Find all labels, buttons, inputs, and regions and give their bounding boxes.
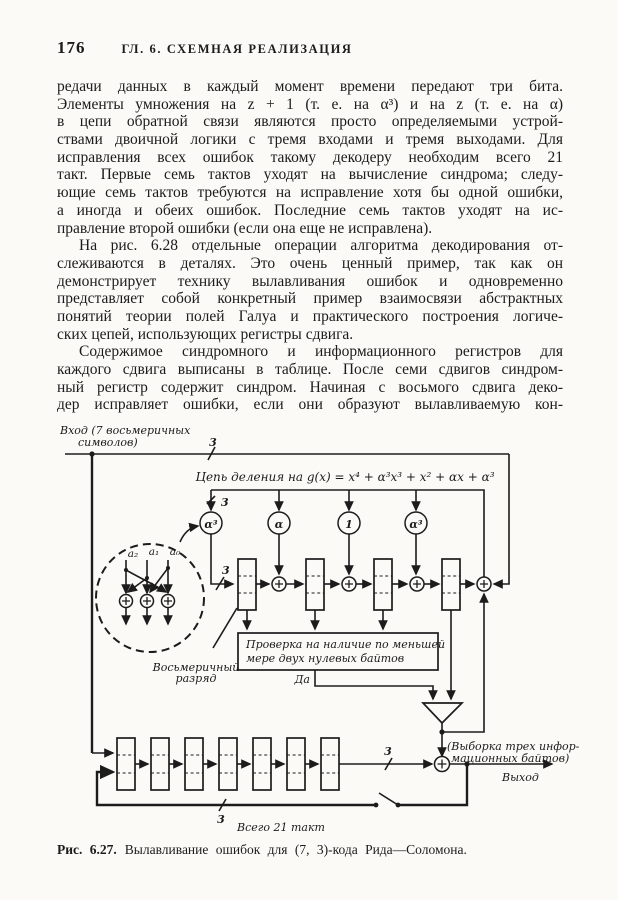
yes-label: Да <box>294 673 310 686</box>
body-text-line: ских цепей, использующих регистры сдвига. <box>57 325 354 343</box>
body-text-line: ный регистр содержит синдром. Начиная с восьмого сдвига деко- <box>57 378 563 396</box>
body-text-line: Элементы умножения на z + 1 (т. е. на α³) и на z (т. е. на α) <box>57 95 563 113</box>
body-text-line: дер исправляет ошибки, если они образуют вылавливаемую кон- <box>57 396 563 414</box>
switch-contact <box>374 803 379 808</box>
magnifier-arrow <box>180 526 198 542</box>
figure-caption <box>57 842 557 858</box>
body-text-line: редачи данных в каждый момент времени передают три бита. <box>57 78 563 95</box>
tap-label: a₂ <box>127 548 139 560</box>
multiplier-label: α <box>274 518 284 531</box>
body-text-line: а иногда и обеих ошибок. Последние семь тактов уходят на ис- <box>57 201 563 219</box>
body-text-line: ющие семь тактов требуются на исправление хотя бы одной ошибки, <box>57 184 563 202</box>
octal-pointer-line <box>213 608 237 648</box>
body-text-line: представляет собой конкретный пример взаимосвязи абстрактных <box>57 290 563 308</box>
input-to-syndrome-adder <box>494 454 509 584</box>
input-label: символов) <box>78 436 138 449</box>
page-header <box>57 38 562 58</box>
caption-text: Вылавливание ошибок для (7, 3)-кода Рида—Соломона. <box>124 842 467 857</box>
selector-note: (Выборка трех инфор- <box>447 740 580 753</box>
figure-6-27-decoder-diagram <box>0 420 618 838</box>
body-text-line: исправления всех ошибок такому декодеру необходим всего 21 <box>57 148 563 166</box>
body-text-line: такт. Первые семь тактов уходят на вычисление синдрома; следу- <box>57 166 563 184</box>
octal-digit-label: разряд <box>175 672 217 685</box>
multiplier-label: 1 <box>345 518 353 531</box>
body-text-line: в цепи обратной связи являются просто определяемыми устрой- <box>57 113 563 131</box>
body-text-line: правление второй ошибки (если она еще не исправлена). <box>57 219 433 237</box>
bus-width-label: 3 <box>384 745 392 758</box>
chapter-title: ГЛ. 6. СХЕМНАЯ РЕАЛИЗАЦИЯ <box>121 42 353 56</box>
body-text-line: На рис. 6.28 отдельные операции алгоритма декодирования от- <box>79 237 563 255</box>
total-clocks-label: Всего 21 такт <box>237 821 325 834</box>
multiplier-label: α³ <box>204 518 218 531</box>
check-box-text: Проверка на наличие по меньшей <box>246 638 446 651</box>
multiplier-label: α³ <box>409 518 423 531</box>
body-text-line: понятий теории полей Галуа и практического построения логиче- <box>57 307 563 325</box>
recirc-wire-right <box>398 764 467 805</box>
tap-label: a₀ <box>169 546 181 558</box>
switch-blade <box>379 793 398 805</box>
tap-label: a₁ <box>148 546 160 558</box>
bus-width-label: 3 <box>222 564 230 577</box>
gate-triangle <box>423 703 462 723</box>
caption-number: Рис. 6.27. <box>57 842 117 857</box>
xor-adder-small <box>120 595 175 608</box>
body-text <box>57 78 563 414</box>
body-text-line: каждого сдвига выписаны в таблице. После семи сдвигов синдром- <box>57 361 563 378</box>
body-text-line: ствами двоичной логики с тремя входами и тремя выходами. Для <box>57 131 563 149</box>
divider-formula: Цепь деления на g(x) = x⁴ + α³x³ + x² + αx + α³ <box>195 470 495 484</box>
cross-wire <box>128 578 147 592</box>
input-label: Вход (7 восьмеричных <box>60 424 191 437</box>
check-box-text: мере двух нулевых байтов <box>246 652 405 665</box>
body-text-line: слеживаются в деталях. Это очень ценный пример, так как он <box>57 254 563 272</box>
output-label: Выход <box>502 771 539 784</box>
body-text-line: Содержимое синдромного и информационного регистров для <box>79 343 563 361</box>
bus-width-label: 3 <box>221 496 229 509</box>
selector-note: мационных байтов) <box>451 752 570 765</box>
bus-width-label: 3 <box>209 436 217 449</box>
octal-digit-label: Восьмеричный <box>152 661 240 674</box>
yes-wire <box>315 670 433 699</box>
body-text-line: демонстрирует технику вылавливания ошибок и одновременно <box>57 272 563 290</box>
bus-width-label: 3 <box>217 813 225 826</box>
page-number: 176 <box>57 38 86 57</box>
